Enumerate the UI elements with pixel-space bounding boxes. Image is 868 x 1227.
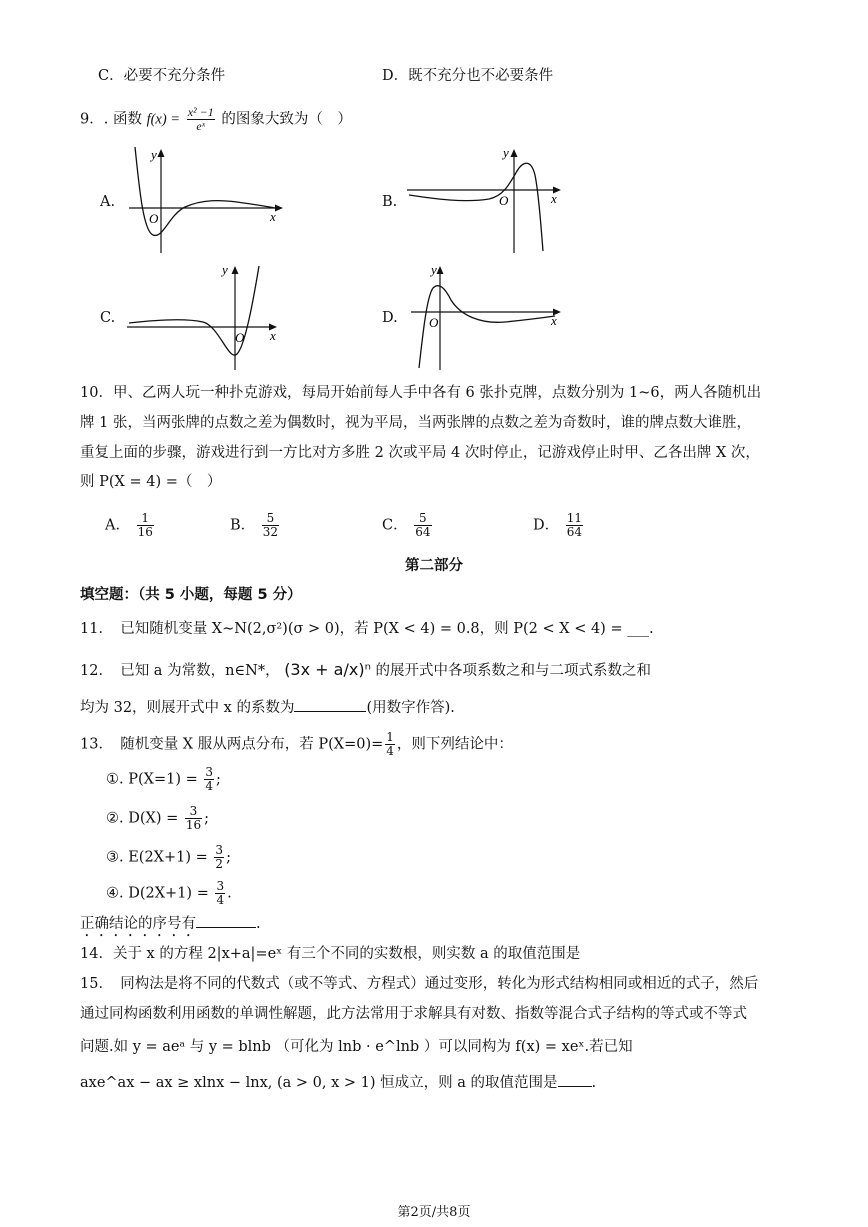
q10-option-c-num: 5: [414, 512, 431, 526]
q10-option-a-label: A．: [105, 517, 130, 534]
q15-line-4: [80, 1072, 596, 1093]
graph-c-label: C.: [100, 310, 116, 326]
q10-option-a-frac: [137, 512, 154, 539]
graph-d-label: D.: [382, 310, 398, 326]
q10-line-3: 重复上面的步骤，游戏进行到一方比对方多胜 2 次或平局 4 次时停止，记游戏停止时甲、乙各出牌 X 次，: [80, 445, 760, 461]
q10-option-a: [105, 512, 156, 539]
q13-item-1-den: 4: [205, 779, 213, 793]
q12-expression: (3x + a/x)ⁿ: [284, 660, 371, 679]
q15-answer-blank[interactable]: [558, 1072, 592, 1087]
q9-denominator: eˣ: [196, 119, 206, 133]
q13-answer-blank[interactable]: [196, 913, 256, 928]
q13-item-2-pre: ②. D(X) =: [106, 810, 179, 827]
section-heading: 填空题：（共 5 小题，每题 5 分）: [80, 587, 302, 603]
q12-answer-blank[interactable]: [294, 697, 366, 712]
q10-option-d: [533, 512, 585, 539]
q9-numerator: x² −1: [187, 105, 214, 119]
q12-line-1b: 的展开式中各项系数之和与二项式系数之和: [375, 663, 652, 679]
q13-item-1-post: ;: [216, 771, 221, 788]
q9-pre: 函数: [112, 111, 142, 128]
q10-option-b-num: 5: [262, 512, 279, 526]
graph-a-origin: O: [149, 211, 159, 226]
q10-option-c-frac: [414, 512, 431, 539]
q12-line-1: [80, 660, 651, 681]
q13-item-4-pre: ④. D(2X+1) =: [106, 885, 209, 902]
q13-item-3-post: ;: [226, 849, 231, 866]
q13-item-1: [106, 766, 221, 793]
graph-a-label: A.: [100, 194, 116, 210]
q13-p0-num: 1: [386, 730, 394, 744]
q10-option-d-den: 64: [566, 525, 583, 539]
graph-b-x-label: x: [551, 191, 557, 206]
q13-p0-den: 4: [386, 744, 394, 758]
graph-d-y-label: y: [431, 262, 437, 277]
q13-item-1-num: 3: [205, 765, 213, 779]
graph-b-origin: O: [499, 193, 509, 208]
q13-item-2-frac: [185, 805, 202, 832]
q13-item-2-post: ;: [204, 810, 210, 827]
q13-item-3-frac: [214, 844, 224, 871]
graph-a: [125, 145, 290, 255]
q13-item-2-num: 3: [185, 805, 202, 819]
graph-b: [405, 145, 570, 255]
q13-item-4-num: 3: [216, 879, 225, 893]
q10-option-c: [382, 512, 434, 539]
q10-option-c-label: C．: [382, 517, 408, 534]
q10-line-4: 则 P(X = 4) =（ ）: [80, 474, 222, 490]
q13-answer-line: [80, 913, 261, 940]
graph-c-x-label: x: [270, 328, 276, 343]
q12-line-2b: (用数字作答).: [366, 700, 455, 716]
q9-post: 的图象大致为（ ）: [221, 111, 352, 128]
graph-c: [125, 262, 290, 372]
q13-item-4-frac: [215, 880, 225, 907]
q13-item-3-num: 3: [215, 843, 224, 857]
graph-b-label: B.: [382, 194, 398, 210]
q8-option-c: C．必要不充分条件: [98, 68, 226, 84]
q10-option-d-frac: [566, 512, 583, 539]
q13-item-4-den: 4: [216, 893, 225, 907]
graph-d: [405, 262, 570, 372]
q10-line-1: 10．甲、乙两人玩一种扑克游戏，每局开始前每人手中各有 6 张扑克牌，点数分别为 1~6，两人各随机出: [80, 385, 762, 401]
q13-answer-end: .: [256, 916, 261, 932]
graph-c-origin: O: [235, 330, 245, 345]
q13-item-3-pre: ③. E(2X+1) =: [106, 849, 208, 866]
q13-item-1-pre: ①. P(X=1) =: [106, 771, 198, 788]
q12-line-2: [80, 697, 455, 718]
q15-line-2: 通过同构函数利用函数的单调性解题，此方法常用于求解具有对数、指数等混合式子结构的等式或不等式: [80, 1006, 747, 1022]
q13-line-1a: 13． 随机变量 X 服从两点分布，若 P(X=0)=: [80, 736, 384, 753]
q11-text: 11． 已知随机变量 X∼N(2,σ²)(σ > 0)，若 P(X < 4) = 0.8，则 P(2 < X < 4) = ___.: [80, 621, 654, 637]
q12-line-1a: 12． 已知 a 为常数，n∈N*，: [80, 663, 280, 679]
graph-d-x-label: x: [551, 313, 557, 328]
q13-item-4-post: .: [227, 885, 232, 902]
graph-c-y-label: y: [222, 262, 228, 277]
q10-line-2: 牌 1 张，当两张牌的点数之差为偶数时，视为平局，当两张牌的点数之差为奇数时，谁的牌点数大谁胜，: [80, 415, 751, 431]
q13-p0-frac: [385, 731, 395, 758]
q10-option-c-den: 64: [415, 525, 431, 539]
part2-title: 第二部分: [405, 558, 463, 574]
q9-stem: [80, 106, 352, 133]
q10-option-b-label: B．: [230, 517, 256, 534]
page-number: 第2页/共8页: [397, 1205, 471, 1220]
q10-option-d-label: D．: [533, 517, 560, 534]
q15-line-4b: .: [591, 1075, 597, 1091]
q13-item-2-den: 16: [185, 818, 202, 832]
q9-fx: f(x) =: [146, 111, 181, 128]
q9-number: 9．.: [80, 111, 109, 128]
q10-option-b: [230, 512, 281, 539]
q13-item-3: [106, 844, 231, 871]
q15-line-1: 15． 同构法是将不同的代数式（或不等式、方程式）通过变形，转化为形式结构相同或相近的式子，然后: [80, 976, 759, 992]
q13-line-1b: ，则下列结论中：: [396, 736, 513, 753]
q10-option-a-num: 1: [137, 512, 154, 526]
q15-line-4a: axe^ax − ax ≥ xlnx − lnx, (a > 0, x > 1) 恒成立，则 a 的取值范围是: [80, 1075, 558, 1091]
q13-answer-label: 正确结论的序号有: [80, 916, 196, 932]
q13-item-3-den: 2: [215, 857, 224, 871]
graph-a-x-label: x: [270, 209, 276, 224]
q13-item-2: [106, 805, 209, 832]
q15-line-3: 问题.如 y = aeᵃ 与 y = blnb （可化为 lnb · e^lnb ）可以同构为 f(x) = xeˣ.若已知: [80, 1039, 633, 1055]
q10-option-d-num: 11: [566, 511, 583, 525]
q12-line-2a: 均为 32，则展开式中 x 的系数为: [80, 700, 295, 716]
q9-fraction: [187, 106, 215, 133]
graph-b-y-label: y: [503, 145, 509, 160]
q10-option-b-frac: [262, 512, 279, 539]
graph-d-origin: O: [429, 315, 439, 330]
q14-text: 14．关于 x 的方程 2|x+a|=eˣ 有三个不同的实数根，则实数 a 的取值范围是: [80, 946, 581, 962]
q8-option-d: D．既不充分也不必要条件: [382, 68, 554, 84]
graph-a-y-label: y: [151, 147, 157, 162]
q13-line-1: [80, 731, 513, 758]
q10-option-b-den: 32: [262, 525, 279, 539]
q13-item-1-frac: [204, 766, 214, 793]
q13-item-4: [106, 880, 232, 907]
q10-option-a-den: 16: [137, 525, 153, 539]
